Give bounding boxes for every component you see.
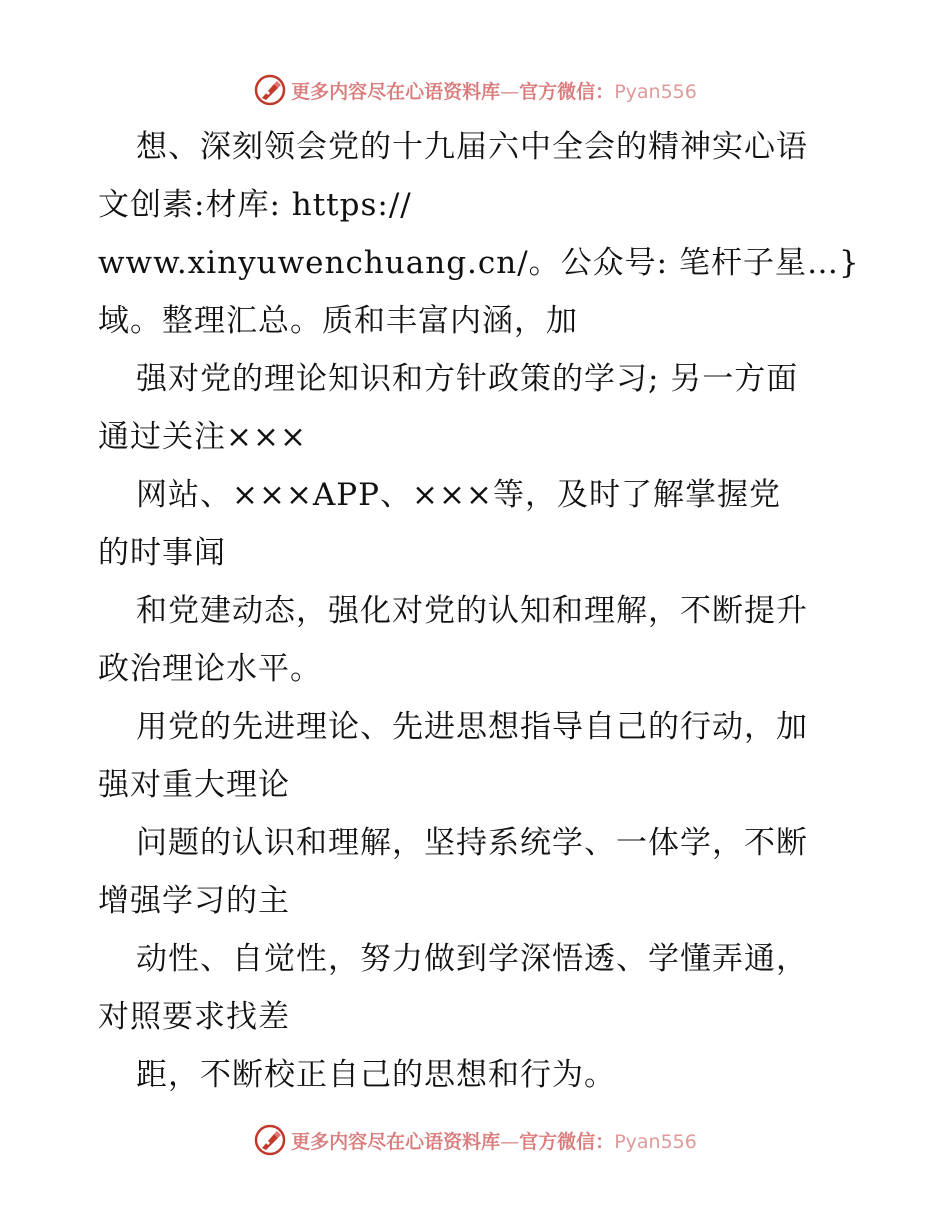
pen-nib-logo-icon <box>253 1123 287 1157</box>
footer-banner-main: 更多内容尽在心语资料库 <box>291 1130 501 1153</box>
text-line: 对照要求找差 <box>98 999 290 1035</box>
text-line: 问题的认识和理解，坚持系统学、一体学，不断 <box>136 825 808 861</box>
text-line: 强对重大理论 <box>98 767 290 803</box>
text-line: 文创素:材库: https:// <box>98 187 412 223</box>
text-line: 政治理论水平。 <box>98 651 322 687</box>
text-line: 想、深刻领会党的十九届六中全会的精神实心语 <box>136 129 808 165</box>
text-line: 的时事闻 <box>98 535 226 571</box>
text-line: www.xinyuwenchuang.cn/。公众号: 笔杆子星…} <box>98 245 860 281</box>
header-banner-text <box>291 77 697 104</box>
footer-banner-dash: — <box>500 1130 520 1153</box>
footer-banner-wechat-id: Pyan556 <box>614 1130 697 1153</box>
pen-nib-logo-icon <box>253 73 287 107</box>
text-line: 和党建动态，强化对党的认知和理解，不断提升 <box>136 593 808 629</box>
text-line: 强对党的理论知识和方针政策的学习; 另一方面 <box>136 361 799 397</box>
footer-banner-text <box>291 1127 697 1154</box>
text-line: 动性、自觉性，努力做到学深悟透、学懂弄通， <box>136 941 808 977</box>
footer-banner-wechat-label: 官方微信： <box>519 1130 615 1153</box>
header-banner <box>0 70 950 110</box>
footer-banner <box>0 1120 950 1160</box>
text-line: 用党的先进理论、先进思想指导自己的行动，加 <box>136 709 808 745</box>
header-banner-wechat-label: 官方微信： <box>519 80 615 103</box>
text-line: 网站、×××APP、×××等，及时了解掌握党 <box>136 477 781 513</box>
header-banner-main: 更多内容尽在心语资料库 <box>291 80 501 103</box>
document-body <box>98 118 858 1104</box>
header-banner-wechat-id: Pyan556 <box>614 80 697 103</box>
text-line: 增强学习的主 <box>98 883 290 919</box>
header-banner-dash: — <box>500 80 520 103</box>
text-line: 域。整理汇总。质和丰富内涵，加 <box>98 303 578 339</box>
text-line: 通过关注××× <box>98 419 307 455</box>
text-line: 距，不断校正自己的思想和行为。 <box>136 1057 616 1093</box>
